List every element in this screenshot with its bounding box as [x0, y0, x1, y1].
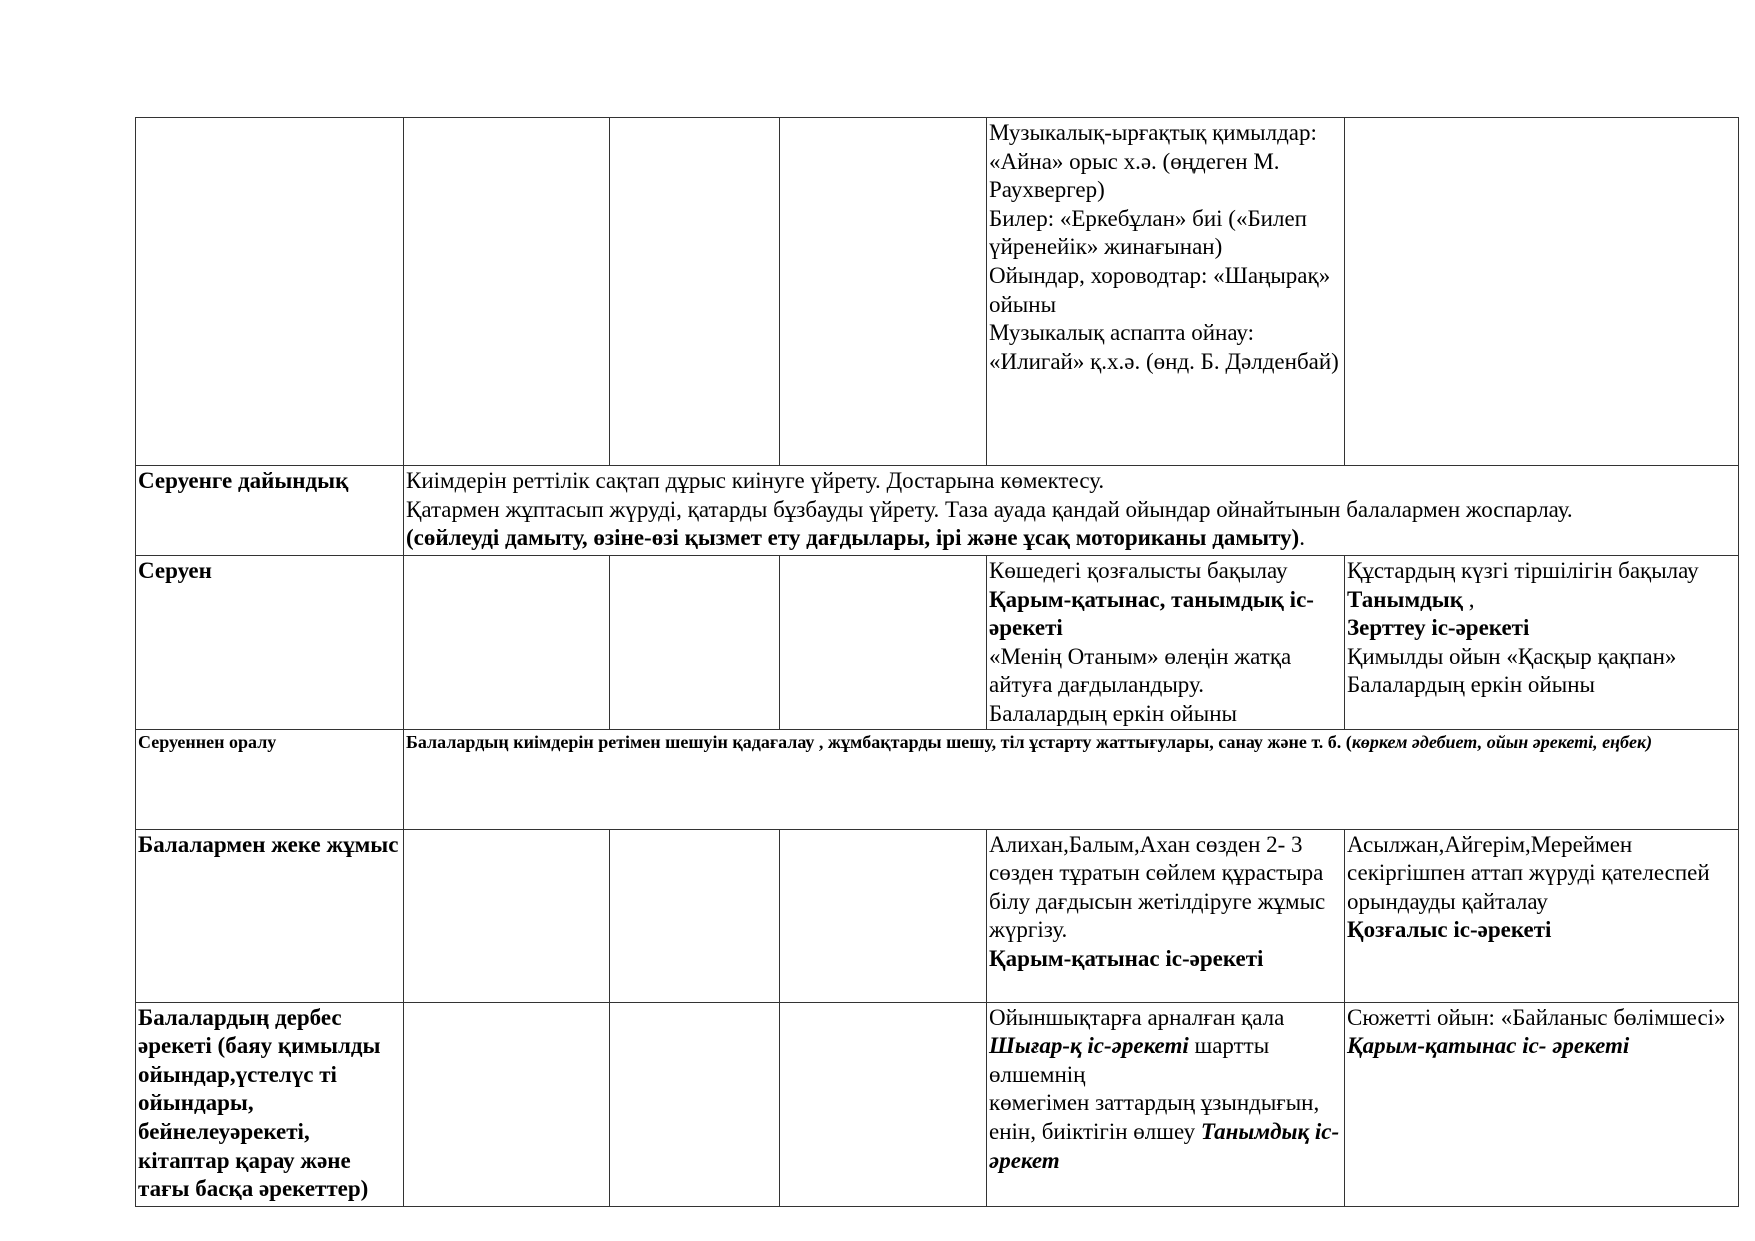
table-cell [987, 556, 1345, 730]
plan-table [135, 117, 1739, 1207]
cell-text: Танымдық [1347, 586, 1463, 612]
table-cell [404, 556, 610, 730]
table-cell [780, 118, 987, 466]
cell-text: Музыкалық-ырғақтық қимылдар: «Айна» орыс х.ә. (өңдеген М. Раухвергер) [989, 120, 1317, 203]
cell-text: Қарым-қатынас іс-әрекеті [989, 945, 1264, 971]
table-row [136, 829, 1739, 1002]
row-label [136, 118, 404, 466]
cell-line [1347, 614, 1736, 643]
table-cell [1345, 829, 1739, 1002]
cell-line [989, 945, 1342, 974]
table-row [136, 729, 1739, 829]
table-cell [1345, 118, 1739, 466]
cell-line [406, 496, 1736, 525]
table-cell [780, 1002, 987, 1206]
cell-text: , [1463, 586, 1475, 612]
cell-text: Қимылды ойын «Қасқыр қақпан» [1347, 643, 1677, 669]
table-cell [610, 118, 780, 466]
cell-line [1347, 831, 1736, 917]
cell-line [406, 524, 1736, 553]
merged-cell [404, 729, 1739, 829]
cell-line [989, 205, 1342, 262]
cell-line [1347, 671, 1736, 700]
cell-text: Билер: «Еркебұлан» биі («Билеп үйренейік» жинағынан) [989, 205, 1307, 260]
table-cell [780, 829, 987, 1002]
table-cell [404, 829, 610, 1002]
table-cell [610, 829, 780, 1002]
table-row [136, 556, 1739, 730]
cell-line [1347, 586, 1736, 615]
cell-line [989, 586, 1342, 643]
cell-text: (сөйлеуді дамыту, өзіне-өзі қызмет ету дағдылары, ірі және ұсақ моториканы дамыту) [406, 525, 1300, 551]
cell-text: шартты өлшемнің [989, 1033, 1270, 1087]
cell-text: көркем әдебиет, ойын әрекеті, еңбек) [1351, 731, 1653, 752]
cell-text: Қозғалыс іс-әрекеті [1347, 917, 1552, 943]
cell-text: Балалардың киімдерін ретімен шешуін қадағалау , жұмбақтарды шешу, тіл ұстарту жаттығулары, санау және т. б. ( [406, 731, 1352, 752]
row-label: Серуенге дайындық [136, 466, 404, 556]
cell-line [989, 119, 1342, 205]
cell-text: Киімдерін реттілік сақтап дұрыс киінуге үйрету. Достарына көмектесу. [406, 468, 1105, 493]
table-cell [987, 1002, 1345, 1206]
table-cell [1345, 1002, 1739, 1206]
row-label: Балалардың дербес әрекеті (баяу қимылды ойындар,үстелүс ті ойындары, бейнелеуәрекеті, кітаптар қарау және тағы басқа әрекеттер) [136, 1002, 404, 1206]
table-row [136, 466, 1739, 556]
cell-text: Ойыншықтарға арналған қала [989, 1004, 1285, 1030]
table-cell [404, 1002, 610, 1206]
cell-text: Алихан,Балым,Ахан сөзден 2- 3 сөзден тұратын сөйлем құрастыра білу дағдысын жетілдіруге жұмыс жүргізу. [989, 831, 1326, 943]
cell-text: көмегімен заттардың ұзындығын, енін, биіктігін өлшеу [989, 1090, 1320, 1144]
cell-text: Балалардың еркін ойыны [1347, 672, 1595, 698]
cell-text: Музыкалық аспапта ойнау: «Илигай» қ.х.ә. (өнд. Б. Дәлденбай) [989, 320, 1339, 374]
cell-text: Қарым-қатынас іс- әрекеті [1347, 1033, 1630, 1059]
cell-line [989, 1032, 1342, 1089]
cell-line [1347, 1004, 1736, 1033]
cell-line [989, 643, 1342, 700]
row-label: Серуеннен оралу [136, 729, 404, 829]
cell-text: Көшедегі қозғалысты бақылау [989, 558, 1288, 583]
cell-line [406, 467, 1736, 496]
table-cell [404, 118, 610, 466]
cell-text: Асылжан,Айгерім,Мереймен секіргішпен аттап жүруді қателеспей орындауды қайталау [1347, 831, 1710, 914]
cell-line [989, 262, 1342, 319]
plan-table-body [136, 118, 1739, 1207]
cell-text: Ойындар, хороводтар: «Шаңырақ» ойыны [989, 262, 1331, 317]
table-row [136, 1002, 1739, 1206]
cell-text: Шығар-қ іс-әрекеті [989, 1033, 1189, 1059]
cell-line [989, 319, 1342, 376]
row-label: Балалармен жеке жұмыс [136, 829, 404, 1002]
cell-line [406, 731, 1736, 753]
table-cell [1345, 556, 1739, 730]
cell-line [1347, 643, 1736, 672]
cell-text: Зерттеу іс-әрекеті [1347, 615, 1530, 641]
table-cell [610, 556, 780, 730]
cell-text: «Менің Отаным» өлеңін жатқа айтуға дағдыландыру. [989, 643, 1292, 698]
table-row [136, 118, 1739, 466]
table-cell [987, 118, 1345, 466]
cell-line [989, 1004, 1342, 1033]
cell-line [989, 557, 1342, 586]
cell-text: Қатармен жұптасып жүруді, қатарды бұзбауды үйрету. Таза ауада қандай ойындар ойнайтынын балалармен жоспарлау. [406, 496, 1573, 522]
row-label: Серуен [136, 556, 404, 730]
cell-line [989, 700, 1342, 729]
cell-text: Құстардың күзгі тіршілігін бақылау [1347, 558, 1699, 583]
cell-line [1347, 916, 1736, 945]
cell-line [989, 831, 1342, 945]
merged-cell [404, 466, 1739, 556]
cell-line [1347, 1032, 1736, 1061]
cell-text: . [1299, 525, 1305, 551]
cell-text: Балалардың еркін ойыны [989, 700, 1237, 726]
cell-text: Танымдық іс-әрекет [989, 1118, 1340, 1173]
cell-line [1347, 557, 1736, 586]
table-cell [987, 829, 1345, 1002]
cell-text: Сюжетті ойын: «Байланыс бөлімшесі» [1347, 1004, 1726, 1030]
table-cell [780, 556, 987, 730]
cell-text: Қарым-қатынас, танымдық іс-әрекеті [989, 586, 1314, 641]
cell-line [989, 1089, 1342, 1175]
table-cell [610, 1002, 780, 1206]
